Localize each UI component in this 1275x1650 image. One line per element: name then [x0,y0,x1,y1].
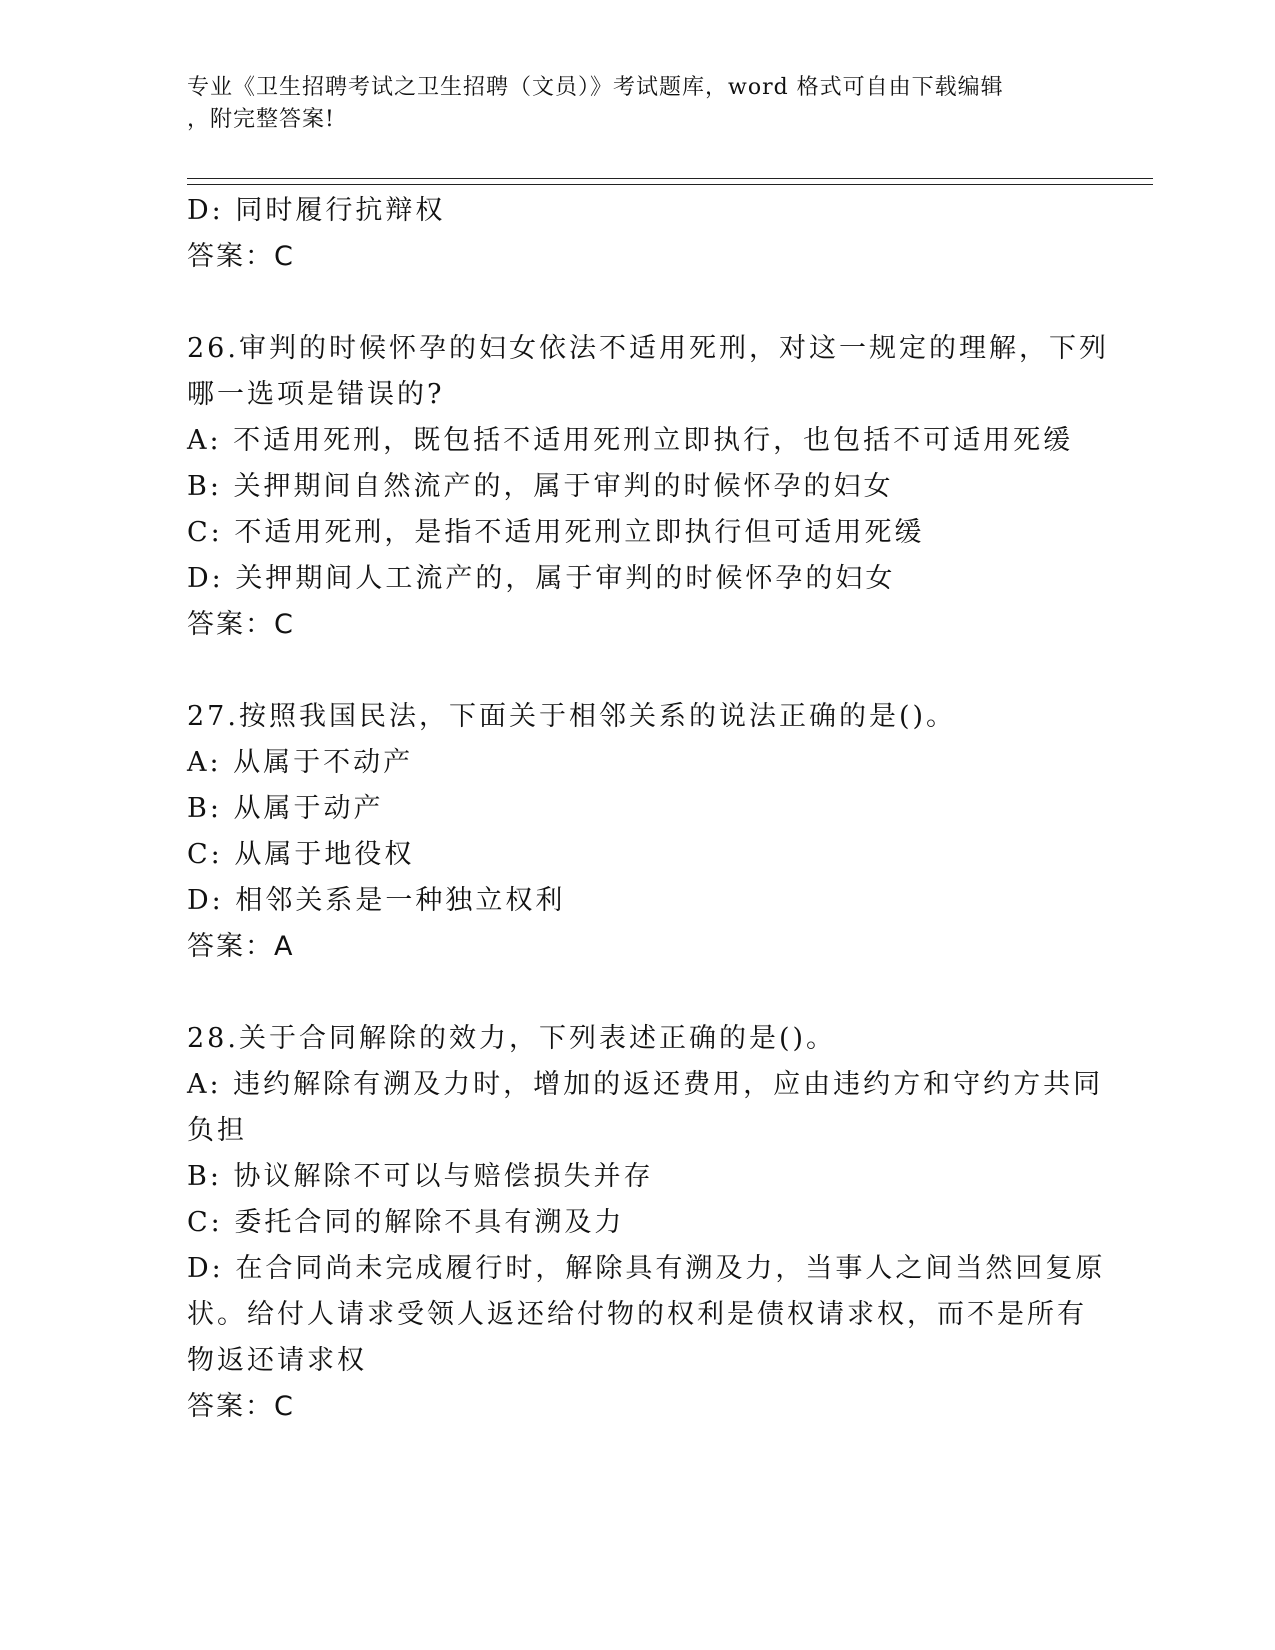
option-d-line-2: 状。给付人请求受领人返还给付物的权利是债权请求权，而不是所有 [187,1299,1087,1330]
answer: 答案：C [187,241,295,272]
question-text-line-1: 26.审判的时候怀孕的妇女依法不适用死刑，对这一规定的理解，下列 [187,333,1109,364]
header-divider-bottom [187,184,1153,185]
answer: 答案：A [187,931,295,962]
question-27 [187,694,1067,970]
header-line-1: 专业《卫生招聘考试之卫生招聘（文员）》考试题库，word 格式可自由下载编辑 [187,75,1004,100]
option-d: D: 相邻关系是一种独立权利 [187,885,566,916]
option-a: A: 不适用死刑，既包括不适用死刑立即执行，也包括不可适用死缓 [187,425,1074,456]
option-a-line-1: A: 违约解除有溯及力时，增加的返还费用，应由违约方和守约方共同 [187,1069,1104,1100]
option-d: D: 关押期间人工流产的，属于审判的时候怀孕的妇女 [187,563,896,594]
option-a: A: 从属于不动产 [187,747,414,778]
document-header [187,72,1067,136]
option-d-line-3: 物返还请求权 [187,1345,367,1376]
option-c: C: 从属于地役权 [187,839,415,870]
question-26 [187,326,1109,648]
spacer [187,970,1067,1016]
header-line-2: ，附完整答案! [187,107,335,132]
option-c: C: 委托合同的解除不具有溯及力 [187,1207,625,1238]
option-c: C: 不适用死刑，是指不适用死刑立即执行但可适用死缓 [187,517,925,548]
question-list [187,188,1109,1430]
answer: 答案：C [187,1391,295,1422]
question-text: 27.按照我国民法，下面关于相邻关系的说法正确的是()。 [187,701,957,732]
option-b: B: 协议解除不可以与赔偿损失并存 [187,1161,654,1192]
previous-question-tail [187,188,1067,280]
option-b: B: 关押期间自然流产的，属于审判的时候怀孕的妇女 [187,471,894,502]
option-a-line-2: 负担 [187,1115,247,1146]
header-divider-top [187,178,1153,179]
question-28 [187,1016,1106,1430]
option-d-line-1: D: 在合同尚未完成履行时，解除具有溯及力，当事人之间当然回复原 [187,1253,1106,1284]
spacer [187,280,1067,326]
option-d: D: 同时履行抗辩权 [187,195,446,226]
question-text-line-2: 哪一选项是错误的? [187,379,445,410]
option-b: B: 从属于动产 [187,793,384,824]
question-text: 28.关于合同解除的效力，下列表述正确的是()。 [187,1023,837,1054]
answer: 答案：C [187,609,295,640]
spacer [187,648,1067,694]
